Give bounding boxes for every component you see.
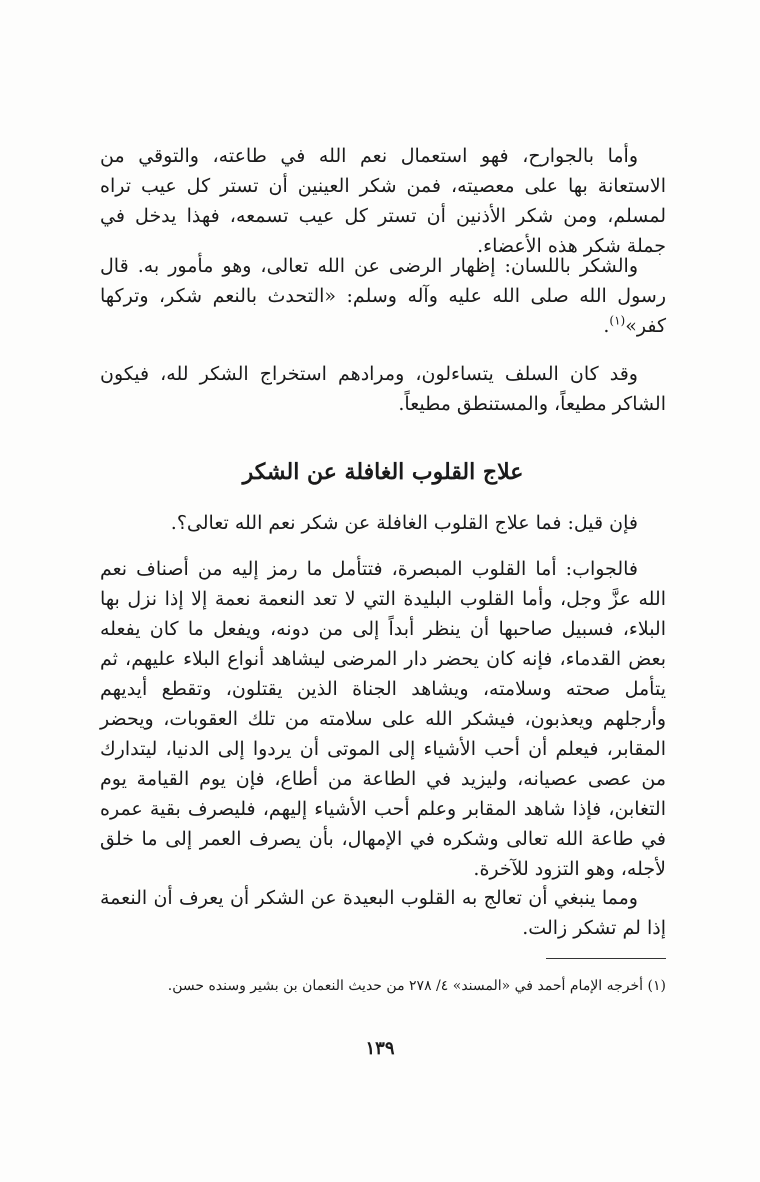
page-number: ١٣٩ — [365, 1038, 395, 1059]
paragraph-tongue-gratitude — [100, 251, 666, 341]
question-paragraph: فإن قيل: فما علاج القلوب الغافلة عن شكر نعم الله تعالى؟. — [170, 512, 638, 534]
paragraph-tongue-text: والشكر باللسان: إظهار الرضى عن الله تعالى، وهو مأمور به. قال رسول الله صلى الله عليه وآله وسلم: «التحدث بالنعم شكر، وتركها كفر» — [100, 255, 666, 337]
paragraph-tongue-end: . — [603, 315, 610, 337]
paragraph-salaf: وقد كان السلف يتساءلون، ومرادهم استخراج الشكر لله، فيكون الشاكر مطيعاً، والمستنطق مطيعاً. — [100, 363, 666, 415]
footnote-divider — [546, 958, 666, 959]
closing-paragraph: ومما ينبغي أن تعالج به القلوب البعيدة عن الشكر أن يعرف أن النعمة إذا لم تشكر زالت. — [100, 887, 666, 939]
paragraph-limbs-gratitude: وأما بالجوارح، فهو استعمال نعم الله في طاعته، والتوقي من الاستعانة بها على معصيته، فمن شكر العينين أن تستر كل عيب تراه لمسلم، ومن شكر الأذنين أن تستر كل عيب تسمعه، فهذا يدخل في جملة شكر هذه الأعضاء. — [100, 145, 666, 257]
section-heading: علاج القلوب الغافلة عن الشكر — [242, 459, 524, 485]
answer-paragraph: فالجواب: أما القلوب المبصرة، فتتأمل ما رمز إليه من أصناف نعم الله عزَّ وجل، وأما القلوب البليدة التي لا تعد النعمة نعمة إلا إذا نزل بها البلاء، فسبيل صاحبها أن ينظر أبداً إلى من دونه، ويفعل ما كان يفعله بعض القدماء، فإنه كان يحضر دار المرضى ليشاهد أنواع البلاء عليهم، ثم يتأمل صحته وسلامته، ويشاهد الجناة الذين يقتلون، وتقطع أيديهم وأرجلهم ويعذبون، فيشكر الله على سلامته من تلك العقوبات، ويحضر المقابر، فيعلم أن أحب الأشياء إلى الموتى أن يردوا إلى الدنيا، ليتدارك من عصى عصيانه، وليزيد في الطاعة من أطاع، فإن يوم القيامة يوم التغابن، فإذا شاهد المقابر وعلم أحب الأشياء إليهم، فليصرف بقية عمره في طاعة الله تعالى وشكره في الإمهال، بأن يصرف العمر إلى ما خلق لأجله، وهو التزود للآخرة. — [100, 558, 666, 880]
footnote-reference: (١) — [609, 313, 626, 328]
footnote: (١) أخرجه الإمام أحمد في «المسند» ٤/ ٢٧٨ من حديث النعمان بن بشير وسنده حسن. — [167, 978, 666, 994]
